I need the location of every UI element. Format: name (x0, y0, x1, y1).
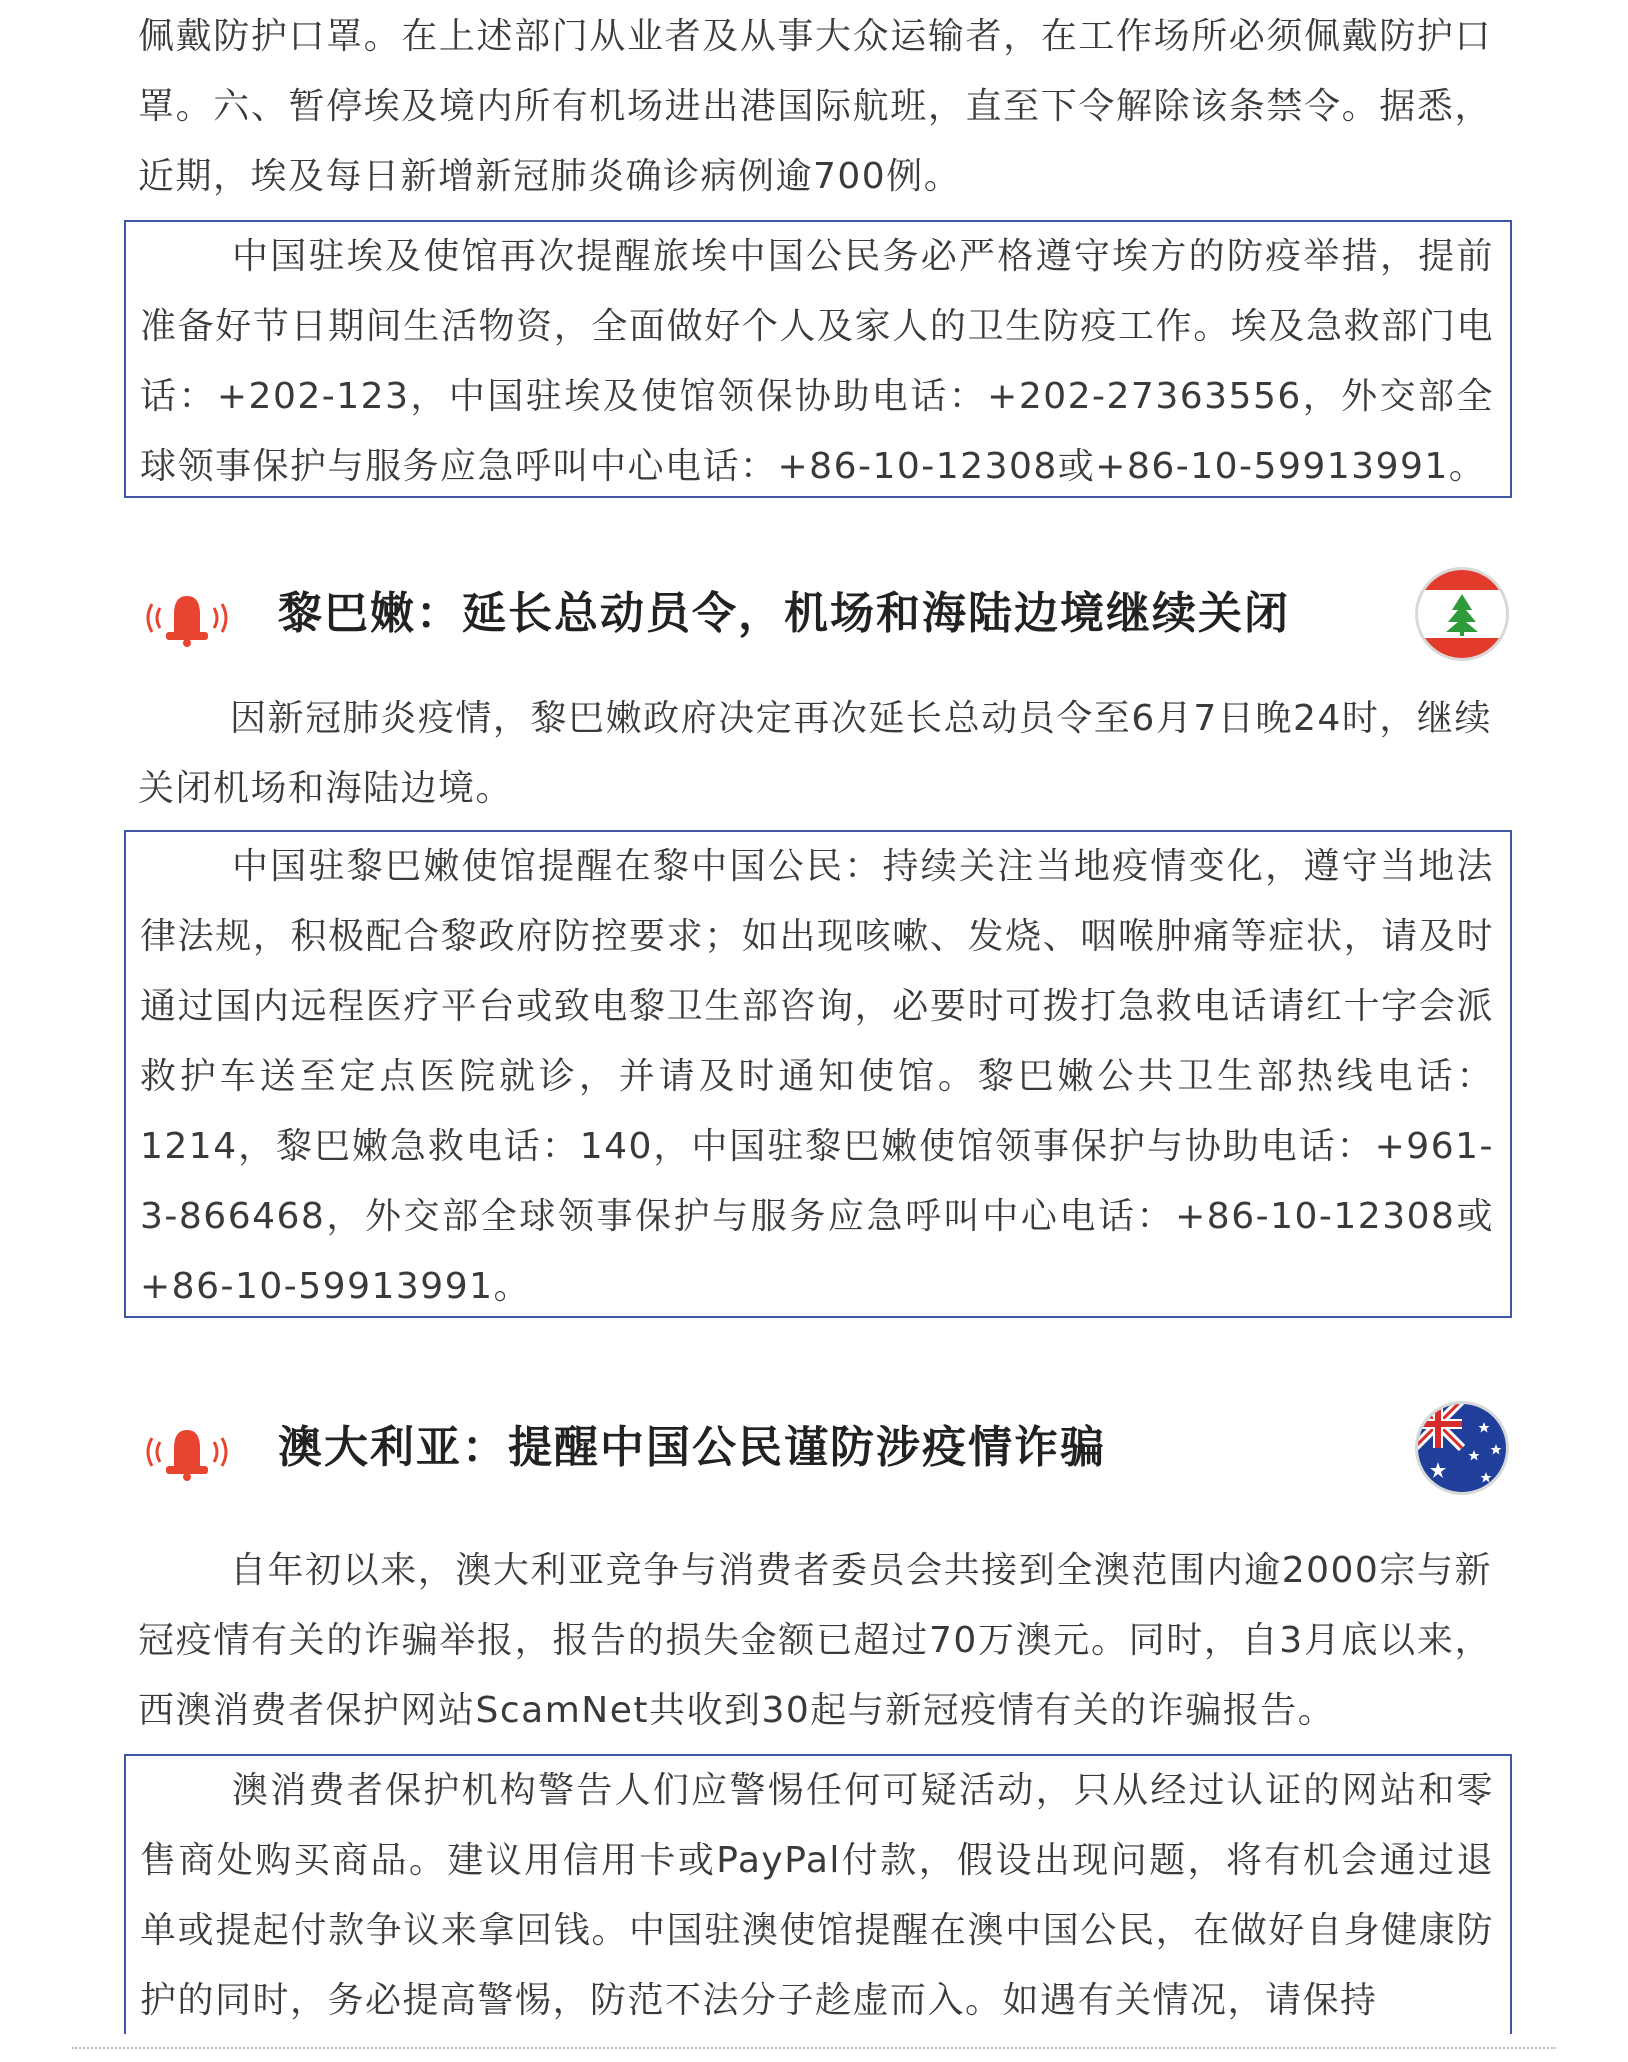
lebanon-section-header (138, 566, 1510, 662)
australia-body: 自年初以来，澳大利亚竞争与消费者委员会共接到全澳范围内逾2000宗与新冠疫情有关的诈骗举报，报告的损失金额已超过70万澳元。同时，自3月底以来，西澳消费者保护网站ScamNet共收到30起与新冠疫情有关的诈骗报告。 (138, 1550, 1492, 1731)
lebanon-flag-icon (1414, 566, 1510, 662)
footer-divider (72, 2047, 1556, 2049)
egypt-notice-text: 中国驻埃及使馆再次提醒旅埃中国公民务必严格遵守埃方的防疫举措，提前准备好节日期间生活物资，全面做好个人及家人的卫生防疫工作。埃及急救部门电话：+202-123，中国驻埃及使馆领保协助电话：+202-27363556，外交部全球领事保护与服务应急呼叫中心电话：+86-10-12308或+86-10-59913991。 (140, 236, 1494, 487)
egypt-notice-box (124, 220, 1512, 498)
australia-section-header (138, 1400, 1510, 1496)
lebanon-body: 因新冠肺炎疫情，黎巴嫩政府决定再次延长总动员令至6月7日晚24时，继续关闭机场和海陆边境。 (138, 698, 1492, 809)
alarm-bell-icon (138, 1422, 236, 1482)
australia-notice-text: 澳消费者保护机构警告人们应警惕任何可疑活动，只从经过认证的网站和零售商处购买商品。建议用信用卡或PayPal付款，假设出现问题，将有机会通过退单或提起付款争议来拿回钱。中国驻澳使馆提醒在澳中国公民，在做好自身健康防护的同时，务必提高警惕，防范不法分子趁虚而入。如遇有关情况，请保持 (140, 1770, 1494, 2021)
lebanon-notice-box (124, 830, 1512, 1318)
australia-flag-icon (1414, 1400, 1510, 1496)
egypt-paragraph-tail: 佩戴防护口罩。在上述部门从业者及从事大众运输者，在工作场所必须佩戴防护口罩。六、暂停埃及境内所有机场进出港国际航班，直至下令解除该条禁令。据悉，近期，埃及每日新增新冠肺炎确诊病例逾700例。 (138, 16, 1492, 197)
lebanon-notice-text: 中国驻黎巴嫩使馆提醒在黎中国公民：持续关注当地疫情变化，遵守当地法律法规，积极配合黎政府防控要求；如出现咳嗽、发烧、咽喉肿痛等症状，请及时通过国内远程医疗平台或致电黎卫生部咨询，必要时可拨打急救电话请红十字会派救护车送至定点医院就诊，并请及时通知使馆。黎巴嫩公共卫生部热线电话：1214，黎巴嫩急救电话：140，中国驻黎巴嫩使馆领事保护与协助电话：+961-3-866468，外交部全球领事保护与服务应急呼叫中心电话：+86-10-12308或+86-10-59913991。 (140, 846, 1494, 1307)
australia-notice-box (124, 1754, 1512, 2034)
lebanon-section-title: 黎巴嫩：延长总动员令，机场和海陆边境继续关闭 (278, 588, 1290, 639)
alarm-bell-icon (138, 588, 236, 648)
australia-section-title: 澳大利亚：提醒中国公民谨防涉疫情诈骗 (278, 1422, 1106, 1473)
